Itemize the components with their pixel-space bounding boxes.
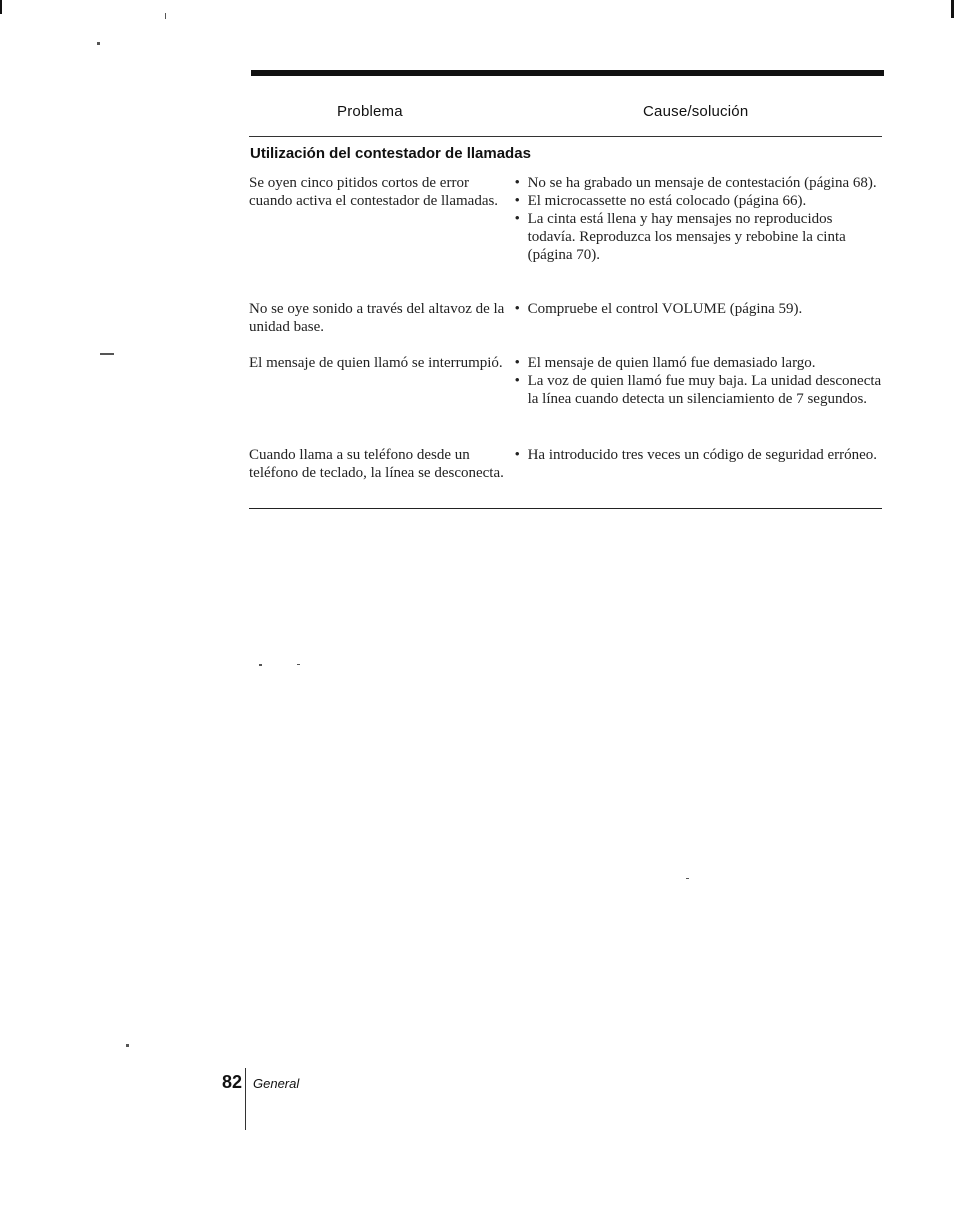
cause-item: • La voz de quien llamó fue muy baja. La unidad desconecta la línea cuando detecta un silenciamiento de 7 segundos. — [515, 372, 882, 408]
cause-list — [515, 354, 882, 446]
table-row — [249, 174, 882, 300]
top-rule — [251, 70, 884, 76]
problem-text: Se oyen cinco pitidos cortos de error cuando activa el contestador de llamadas. — [249, 175, 499, 209]
section-title: Utilización del contestador de llamadas — [250, 145, 531, 162]
cause-list — [515, 446, 882, 506]
cause-column-header: Cause/solución — [643, 103, 749, 120]
cause-item: • La cinta está llena y hay mensajes no reproducidos todavía. Reproduzca los mensajes y rebobine la cinta (página 70). — [515, 210, 882, 264]
table-row — [249, 300, 882, 354]
header-divider — [249, 136, 882, 137]
scan-speck — [126, 1044, 129, 1047]
bottom-rule — [249, 508, 882, 509]
cause-item: • El mensaje de quien llamó fue demasiado largo. — [515, 354, 882, 372]
cause-item: • Ha introducido tres veces un código de seguridad erróneo. — [515, 446, 882, 464]
scan-speck — [165, 13, 166, 19]
troubleshooting-table — [249, 174, 882, 506]
problem-text: Cuando llama a su teléfono desde un teléfono de teclado, la línea se desconecta. — [249, 447, 504, 481]
page-number: 82 — [222, 1072, 243, 1092]
scan-speck — [100, 353, 114, 355]
cause-list — [515, 174, 882, 300]
cause-list — [515, 300, 882, 354]
footer-section-name: General — [253, 1076, 300, 1091]
cause-item: • El microcassette no está colocado (página 66). — [515, 192, 882, 210]
problem-text: El mensaje de quien llamó se interrumpió. — [249, 355, 503, 371]
table-row — [249, 446, 882, 506]
problem-column-header: Problema — [337, 103, 403, 120]
cause-item: • No se ha grabado un mensaje de contestación (página 68). — [515, 174, 882, 192]
cause-item: • Compruebe el control VOLUME (página 59). — [515, 300, 882, 318]
footer-divider — [245, 1068, 246, 1130]
scan-speck — [686, 878, 689, 879]
table-row — [249, 354, 882, 446]
scan-speck — [259, 664, 262, 666]
scan-speck — [97, 42, 100, 45]
scan-speck — [297, 664, 300, 665]
problem-text: No se oye sonido a través del altavoz de la unidad base. — [249, 301, 505, 335]
page-footer — [222, 1072, 242, 1093]
scan-speck — [0, 0, 2, 14]
